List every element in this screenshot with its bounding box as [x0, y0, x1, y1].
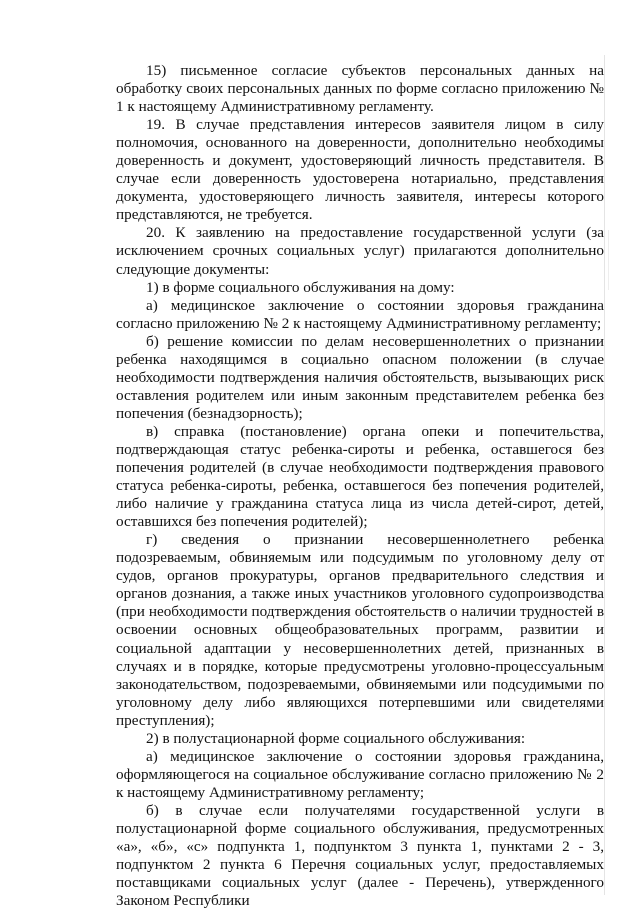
paragraph-item-15-consent: 15) письменное согласие субъектов персональных данных на обработку своих персональных данных по форме согласно приложению № 1 к настоящему Административному регламенту.: [116, 62, 604, 116]
document-body: [116, 62, 604, 910]
subitem-2a-medical-report: а) медицинское заключение о состоянии здоровья гражданина, оформляющегося на социальное обслуживание согласно приложению № 2 к настоящему Административному регламенту;: [116, 747, 604, 801]
paragraph-19-representation: 19. В случае представления интересов заявителя лицом в силу полномочия, основанного на доверенности, дополнительно необходимы доверенность и документ, удостоверяющий личность представителя. В случае если доверенность удостоверена нотариально, представления документа, удостоверяющего личность заявителя, интересы которого представляются, не требуется.: [116, 116, 604, 224]
subitem-2-semi-stationary: 2) в полустационарной форме социального обслуживания:: [146, 729, 526, 747]
scan-edge-line: [604, 55, 605, 895]
subitem-1g-criminal-case-info: г) сведения о признании несовершеннолетнего ребенка подозреваемым, обвиняемым или подсудимым по уголовному делу от судов, органов прокуратуры, органов предварительного следствия и органов дознания, а также иных участников уголовного судопроизводства (при необходимости подтверждения обстоятельств о наличии трудностей в освоении основных общеобразовательных программ, развитии и социальной адаптации у несовершеннолетних детей, признанных в случаях и в порядке, которые предусмотрены уголовно-процессуальным законодательством, подозреваемыми, обвиняемыми или подсудимыми по уголовному делу либо являющихся потерпевшими или свидетелями преступления);: [116, 531, 604, 729]
subitem-1b-commission-decision: б) решение комиссии по делам несовершеннолетних о признании ребенка находящимся в социально опасном положении (в случае необходимости подтверждения наличия обстоятельств, вызывающих риск оставления родителем или иным законным представителем ребенка без попечения (безнадзорность);: [116, 332, 604, 422]
subitem-1a-medical-report: а) медицинское заключение о состоянии здоровья гражданина согласно приложению № 2 к настоящему Административному регламенту;: [116, 296, 604, 332]
subitem-1-home-service: 1) в форме социального обслуживания на дому:: [146, 278, 455, 296]
subitem-2b-recipients: б) в случае если получателями государственной услуги в полустационарной форме социального обслуживания, предусмотренных «а», «б», «с» подпункта 1, подпунктом 3 пункта 1, пунктами 2 - 3, подпунктом 2 пункта 6 Перечня социальных услуг, предоставляемых поставщиками социальных услуг (далее - Перечень), утвержденного Законом Республики: [116, 801, 604, 910]
subitem-1v-guardianship-certificate: в) справка (постановление) органа опеки и попечительства, подтверждающая статус ребенка-сироты и ребенка, оставшегося без попечения родителей (в случае необходимости подтверждения правового статуса ребенка-сироты, ребенка, оставшегося без попечения родителей, либо наличие у гражданина статуса лица из числа детей-сирот, детей, оставшихся без попечения родителей);: [116, 422, 604, 531]
paragraph-20-intro: 20. К заявлению на предоставление государственной услуги (за исключением срочных социальных услуг) прилагаются дополнительно следующие документы:: [116, 224, 604, 278]
scan-edge-mark: [608, 230, 609, 290]
